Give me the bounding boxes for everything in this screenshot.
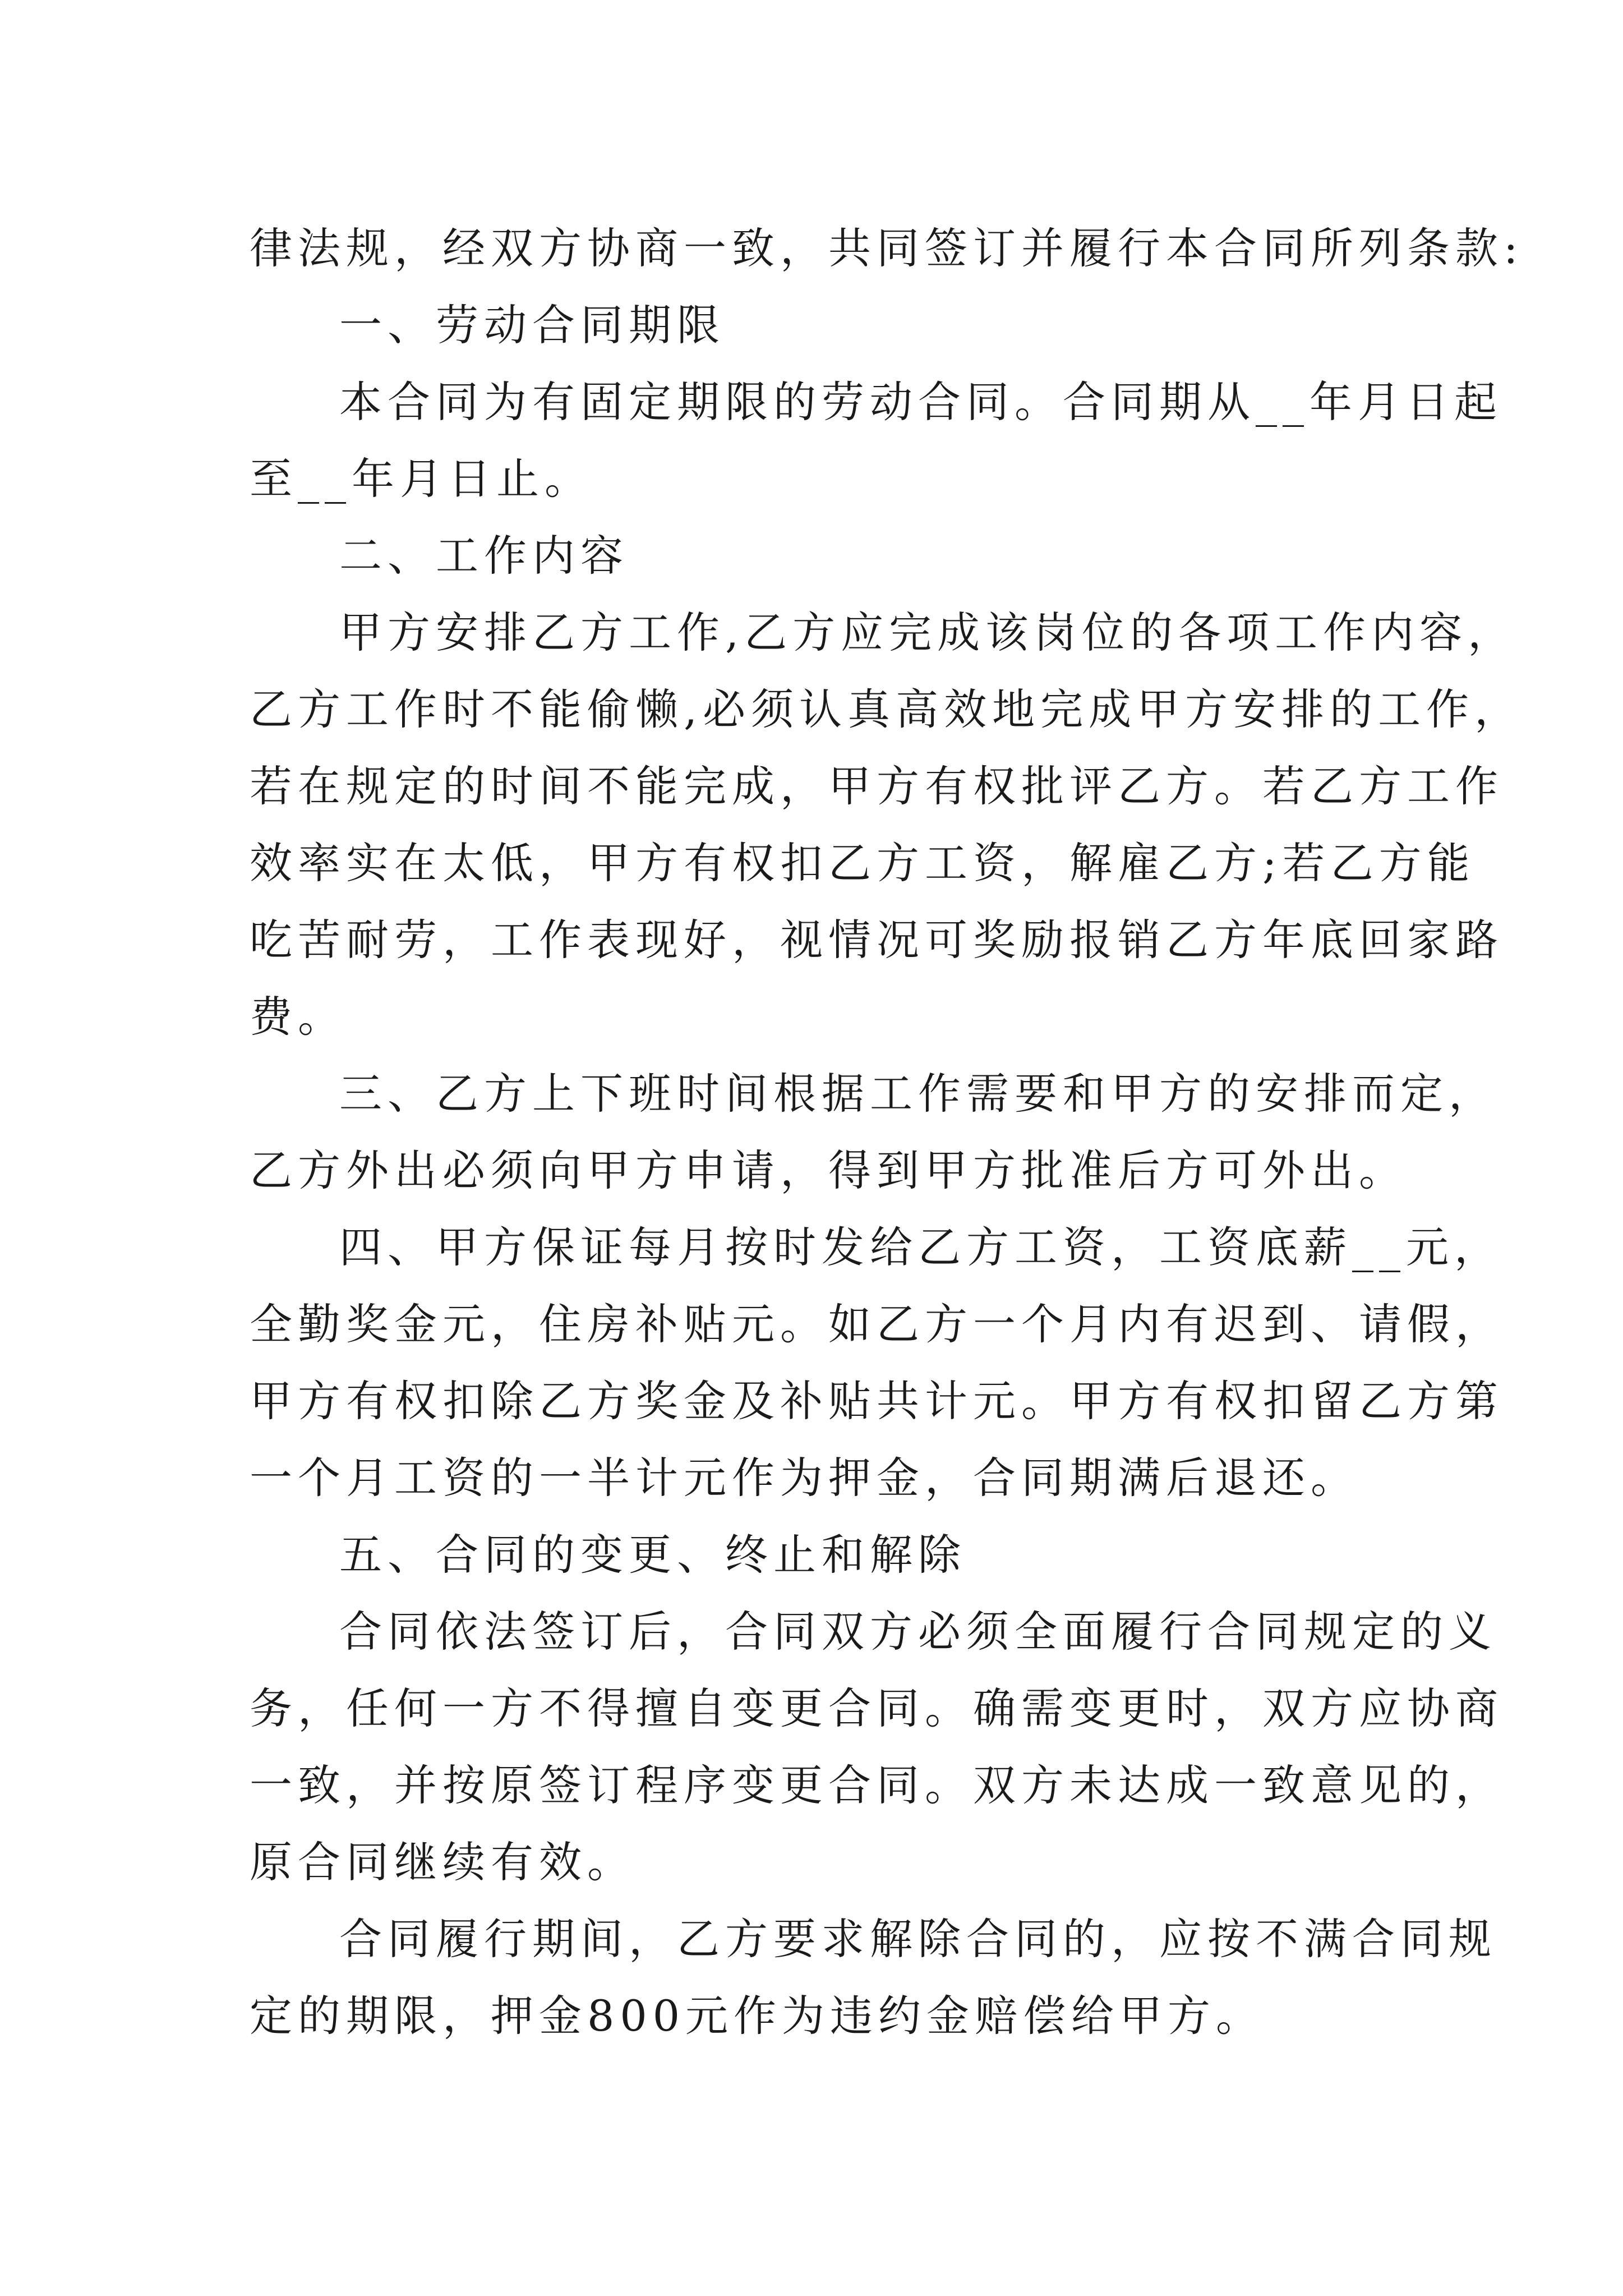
text-line: 全勤奖金元，住房补贴元。如乙方一个月内有迟到、请假，	[250, 1299, 1504, 1349]
text-line: 费。	[250, 992, 346, 1042]
text-line: 吃苦耐劳，工作表现好，视情况可奖励报销乙方年底回家路	[250, 915, 1504, 965]
text-line: 乙方工作时不能偷懒,必须认真高效地完成甲方安排的工作，	[250, 684, 1523, 734]
section-heading-salary: 四、甲方保证每月按时发给乙方工资，工资底薪__元，	[339, 1222, 1502, 1272]
text-line: 甲方有权扣除乙方奖金及补贴共计元。甲方有权扣留乙方第	[250, 1376, 1504, 1426]
text-line: 原合同继续有效。	[250, 1837, 635, 1887]
text-line: 至__年月日止。	[250, 454, 593, 504]
section-heading-term: 一、劳动合同期限	[339, 300, 725, 350]
text-line: 若在规定的时间不能完成，甲方有权批评乙方。若乙方工作	[250, 761, 1504, 811]
text-line: 务，任何一方不得擅自变更合同。确需变更时，双方应协商	[250, 1683, 1504, 1733]
section-heading-hours: 三、乙方上下班时间根据工作需要和甲方的安排而定，	[339, 1069, 1497, 1119]
text-line: 定的期限，押金800元作为违约金赔偿给甲方。	[250, 1991, 1265, 2041]
section-heading-change: 五、合同的变更、终止和解除	[339, 1530, 966, 1580]
text-line: 效率实在太低，甲方有权扣乙方工资，解雇乙方;若乙方能	[250, 838, 1476, 888]
text-line: 甲方安排乙方工作,乙方应完成该岗位的各项工作内容，	[339, 608, 1516, 657]
text-line: 一致，并按原签订程序变更合同。双方未达成一致意见的，	[250, 1760, 1504, 1810]
text-line: 合同履行期间，乙方要求解除合同的，应按不满合同规	[339, 1914, 1497, 1964]
text-line: 本合同为有固定期限的劳动合同。合同期从__年月日起	[339, 377, 1502, 427]
text-line: 乙方外出必须向甲方申请，得到甲方批准后方可外出。	[250, 1145, 1407, 1195]
contract-body	[250, 210, 1524, 2054]
section-heading-work: 二、工作内容	[339, 531, 629, 581]
text-line: 合同依法签订后，合同双方必须全面履行合同规定的义	[339, 1607, 1497, 1657]
text-line: 律法规，经双方协商一致，共同签订并履行本合同所列条款:	[250, 223, 1524, 273]
text-line: 一个月工资的一半计元作为押金，合同期满后退还。	[250, 1453, 1359, 1503]
